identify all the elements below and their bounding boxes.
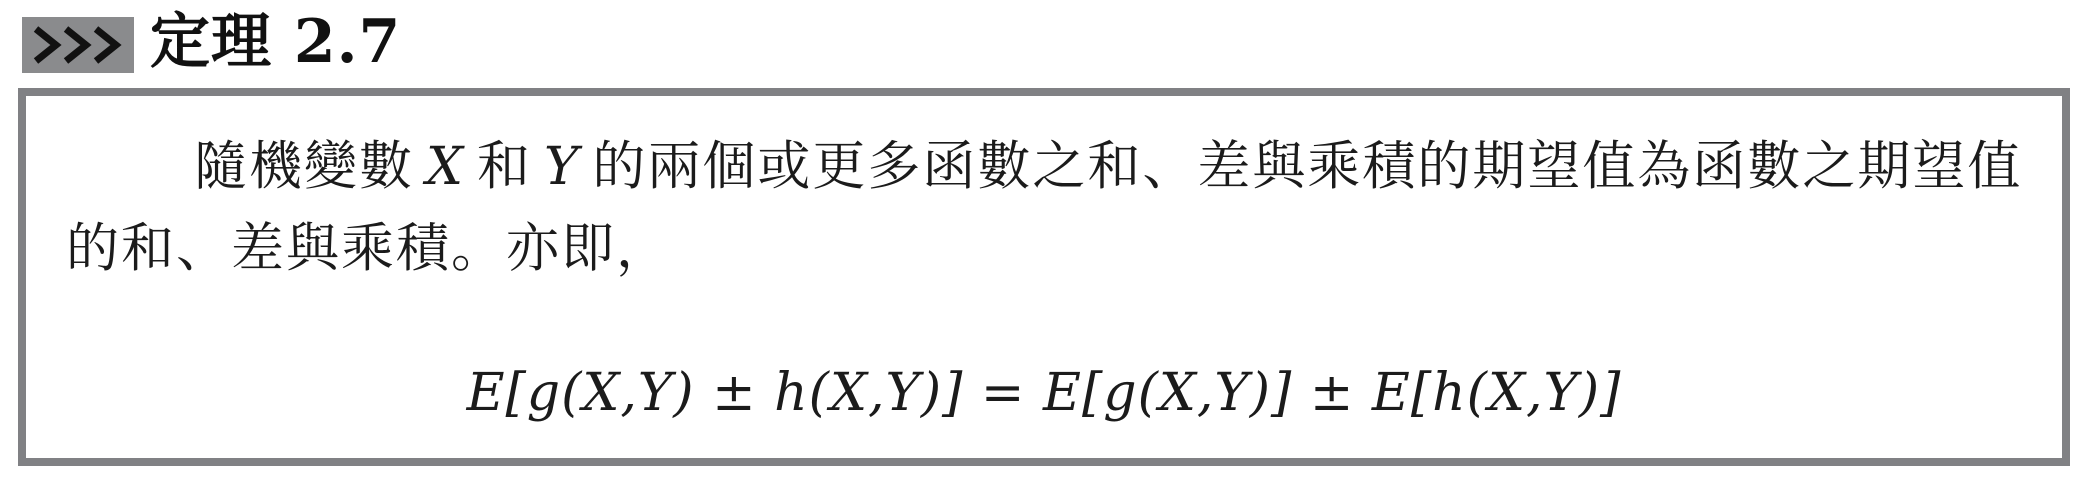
theorem-equation: E[g(X,Y) ± h(X,Y)] = E[g(X,Y)] ± E[h(X,Y)] xyxy=(466,363,1622,423)
theorem-title: 定理 2.7 xyxy=(150,7,402,77)
theorem-statement xyxy=(66,126,2046,290)
triple-chevron-right-icon xyxy=(30,23,126,67)
statement-text-1: 隨機變數 xyxy=(194,136,414,197)
statement-text-2: 和 xyxy=(477,136,533,197)
statement-text-3: 的兩個或更多函數之和、差與乘積的期望值為函數之期望值的和、差與乘積。亦即， xyxy=(66,136,2023,279)
theorem-heading xyxy=(22,8,401,76)
variable-x: X xyxy=(426,137,466,197)
theorem-badge xyxy=(22,17,134,73)
variable-y: Y xyxy=(544,137,581,197)
theorem-box xyxy=(18,88,2070,466)
